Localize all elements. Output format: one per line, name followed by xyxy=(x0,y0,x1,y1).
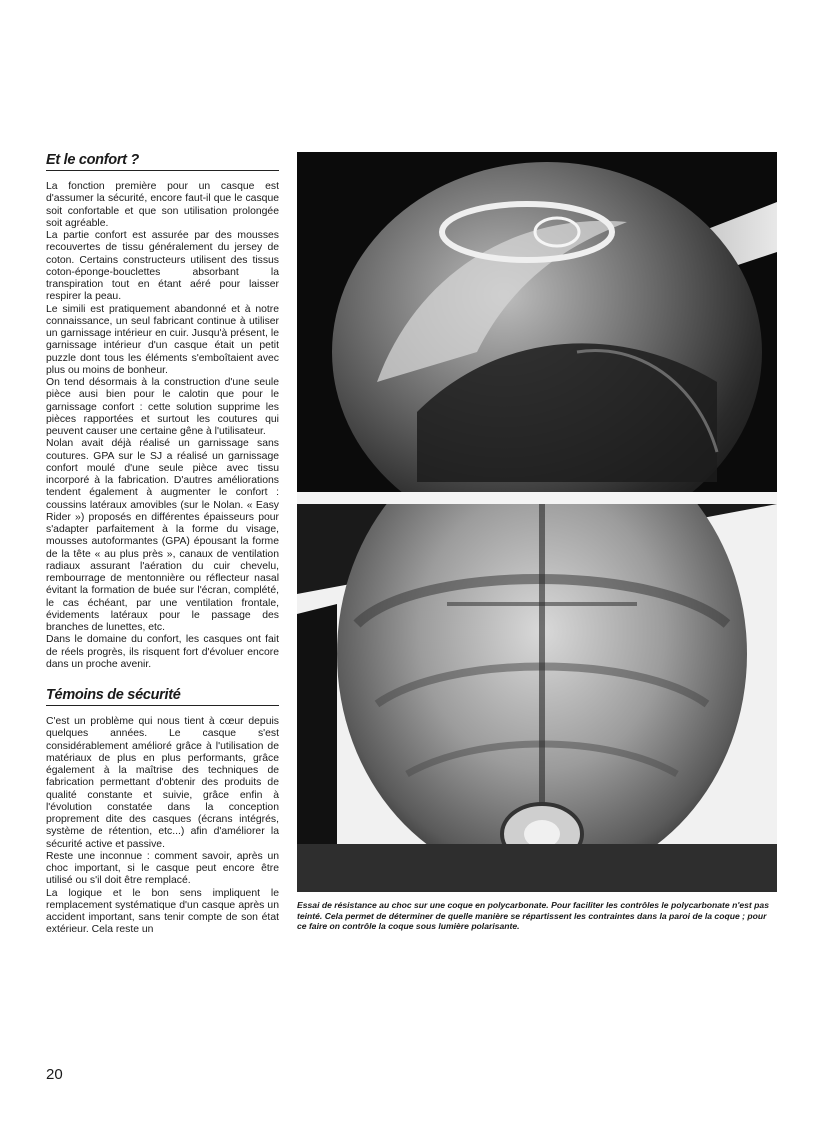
helmet-photo xyxy=(297,152,777,892)
section-heading-confort: Et le confort ? xyxy=(46,152,279,171)
paragraph: Le simili est pratiquement abandonné et à notre connaissance, un seul fabricant continue à utiliser un garnissage intérieur en cuir. Jusqu'à présent, le garnissage intérieur d'un casque était un petit puzzle dont tous les éléments s'emboîtaient avec plus ou moins de bonheur. xyxy=(46,303,279,376)
paragraph: La fonction première pour un casque est d'assumer la sécurité, encore faut-il que le casque soit confortable et que son utilisation prolongée soit agréable. xyxy=(46,181,279,229)
left-text-column xyxy=(46,152,279,937)
page-number: 20 xyxy=(46,1066,63,1083)
paragraph: La logique et le bon sens impliquent le remplacement systématique d'un casque après un accident important, sans tenir compte de son état extérieur. Cela reste un xyxy=(46,887,279,936)
paragraph: Nolan avait déjà réalisé un garnissage sans coutures. GPA sur le SJ a réalisé un garnissage confort moulé d'une seule pièce avec tissu incorporé à la fabrication. D'autres améliorations tendent également à augmenter le confort : coussins latéraux amovibles (sur le Nolan. « Easy Rider ») proposés en différentes épaisseurs pour s'adapter parfaitement à la forme du visage, mousses autoformantes (GPA) épousant la forme de la tête « au plus près », canaux de ventilation radiaux assurant l'aération du cuir chevelu, rembourrage de mentonnière ou réflecteur nasal évitant la formation de buée sur l'écran, complété, le cas échéant, par une ventilation frontale, évidements latéraux pour le passage des branches de lunettes, etc. xyxy=(46,438,279,633)
paragraph: Dans le domaine du confort, les casques ont fait de réels progrès, ils risquent fort d'évoluer encore dans un proche avenir. xyxy=(46,634,279,670)
polarized-shell-photo-bottom xyxy=(297,504,777,892)
paragraph: C'est un problème qui nous tient à cœur depuis quelques années. Le casque s'est considérablement amélioré grâce à l'utilisation de matériaux de plus en plus performants, grâce également à la maîtrise des techniques de fabrication permettant d'obtenir des produits de qualité constante et suivie, grâce enfin à l'évolution constatée dans la conception proprement dite des casques (écrans intégrés, système de rétention, etc...) afin d'améliorer la sécurité active et passive. xyxy=(46,716,279,850)
section-heading-temoins: Témoins de sécurité xyxy=(46,687,279,706)
paragraph: Reste une inconnue : comment savoir, après un choc important, si le casque peut encore être utilisé ou s'il doit être remplacé. xyxy=(46,850,279,887)
paragraph: On tend désormais à la construction d'une seule pièce ausi bien pour le calotin que pour le garnissage confort : cette solution supprime les pièces rapportées et surtout les coutures qui peuvent causer une certaine gêne à l'utilisateur. xyxy=(46,377,279,437)
helmet-shell-photo-top xyxy=(297,152,777,492)
paragraph: La partie confort est assurée par des mousses recouvertes de tissu généralement du jersey de coton. Certains constructeurs utilisent des tissus coton-éponge-bouclettes absorbant la transpiration tout en étant aéré pour laisser respirer la peau. xyxy=(46,230,279,303)
photo-divider xyxy=(297,492,777,504)
photo-caption: Essai de résistance au choc sur une coque en polycarbonate. Pour faciliter les contrôles le polycarbonate n'est pas teinté. Cela permet de déterminer de quelle manière se répartissent les contraintes dans la paroi de la coque ; pour ce faire on contrôle la coque sous lumière polarisante. xyxy=(297,900,769,932)
